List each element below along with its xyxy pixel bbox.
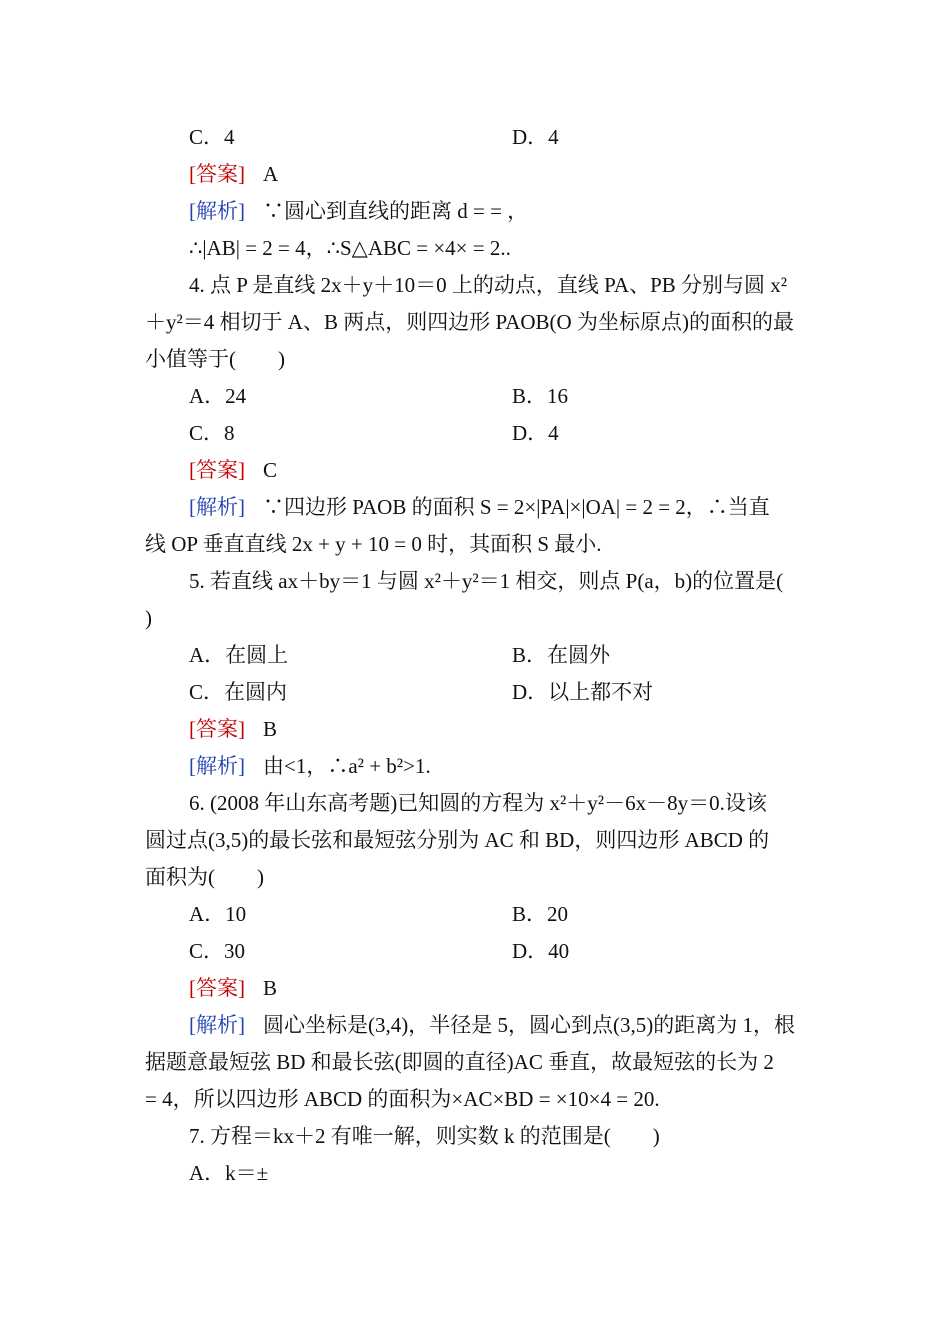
q6-option-c: C．30 <box>189 939 246 963</box>
q6-option-d: D．40 <box>512 939 570 963</box>
answer-label: [答案] <box>189 717 245 741</box>
q5-analysis-line-1 <box>189 751 431 781</box>
answer-label: [答案] <box>189 458 245 482</box>
analysis-text: 由<1，∴a² + b²>1. <box>263 754 431 778</box>
q5-option-a: A．在圆上 <box>189 643 289 667</box>
q5-stem-line-2: ) <box>145 606 152 630</box>
q4-analysis-line-1 <box>189 492 770 522</box>
q5-option-c: C．在圆内 <box>189 680 288 704</box>
q6-stem-line-3: 面积为( ) <box>145 865 264 889</box>
q4-analysis-line-2: 线 OP 垂直直线 2x + y + 10 = 0 时，其面积 S 最小. <box>145 532 602 556</box>
q6-stem-line-2: 圆过点(3,5)的最长弦和最短弦分别为 AC 和 BD，则四边形 ABCD 的 <box>145 828 770 852</box>
q3-analysis-line-2: ∴|AB| = 2 = 4，∴S△ABC = ×4× = 2.. <box>189 236 511 260</box>
q5-answer <box>189 714 277 744</box>
q4-answer <box>189 455 277 485</box>
analysis-label: [解析] <box>189 199 245 223</box>
answer-label: [答案] <box>189 162 245 186</box>
analysis-label: [解析] <box>189 1013 245 1037</box>
q4-stem-line-1: 4. 点 P 是直线 2x＋y＋10＝0 上的动点，直线 PA、PB 分别与圆 x² <box>189 273 788 297</box>
q3-analysis-line-1 <box>189 196 528 226</box>
q4-option-d: D．4 <box>512 421 559 445</box>
analysis-text: ∵圆心到直线的距离 d = = ， <box>263 199 529 223</box>
analysis-label: [解析] <box>189 495 245 519</box>
q6-stem-line-1: 6. (2008 年山东高考题)已知圆的方程为 x²＋y²－6x－8y＝0.设该 <box>189 791 767 815</box>
q4-option-c: C．8 <box>189 421 235 445</box>
q6-answer <box>189 973 277 1003</box>
answer-value: A <box>263 162 279 186</box>
answer-value: B <box>263 717 278 741</box>
q6-option-b: B．20 <box>512 902 569 926</box>
q4-option-b: B．16 <box>512 384 569 408</box>
q4-option-a: A．24 <box>189 384 247 408</box>
q5-stem-line-1: 5. 若直线 ax＋by＝1 与圆 x²＋y²＝1 相交，则点 P(a，b)的位置是( <box>189 569 784 593</box>
q7-stem-line-1: 7. 方程＝kx＋2 有唯一解，则实数 k 的范围是( ) <box>189 1124 660 1148</box>
answer-value: B <box>263 976 278 1000</box>
analysis-text: ∵四边形 PAOB 的面积 S = 2×|PA|×|OA| = 2 = 2，∴当直 <box>263 495 770 519</box>
q4-stem-line-2: ＋y²＝4 相切于 A、B 两点，则四边形 PAOB(O 为坐标原点)的面积的最 <box>145 310 794 334</box>
q7-option-a: A．k＝± <box>189 1161 269 1185</box>
q6-option-a: A．10 <box>189 902 247 926</box>
q6-analysis-line-1 <box>189 1010 795 1040</box>
q5-option-b: B．在圆外 <box>512 643 611 667</box>
analysis-text: 圆心坐标是(3,4)，半径是 5，圆心到点(3,5)的距离为 1，根 <box>263 1013 795 1037</box>
analysis-label: [解析] <box>189 754 245 778</box>
q5-option-d: D．以上都不对 <box>512 680 654 704</box>
q6-analysis-line-3: = 4，所以四边形 ABCD 的面积为×AC×BD = ×10×4 = 20. <box>145 1087 660 1111</box>
q3-option-d: D．4 <box>512 125 559 149</box>
q3-answer <box>189 159 278 189</box>
q3-option-c: C．4 <box>189 125 235 149</box>
q6-analysis-line-2: 据题意最短弦 BD 和最长弦(即圆的直径)AC 垂直，故最短弦的长为 2 <box>145 1050 774 1074</box>
answer-label: [答案] <box>189 976 245 1000</box>
q4-stem-line-3: 小值等于( ) <box>145 347 285 371</box>
answer-value: C <box>263 458 278 482</box>
